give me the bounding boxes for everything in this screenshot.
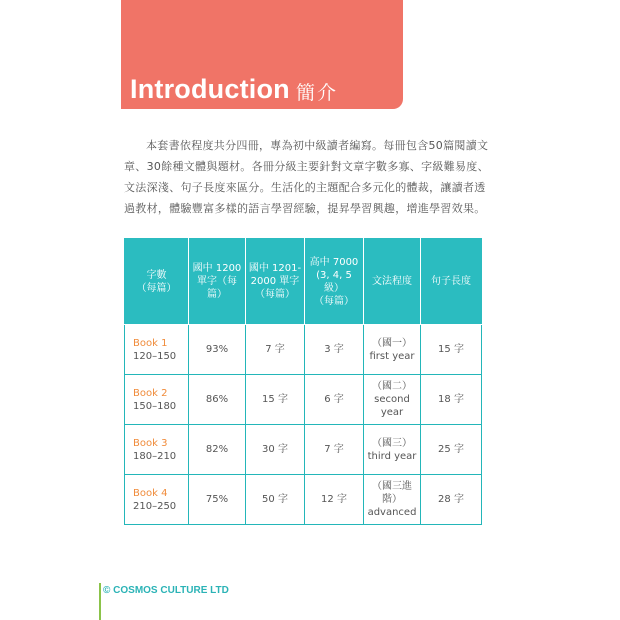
book-range: 120–150 bbox=[133, 350, 177, 362]
pct-cell: 82% bbox=[189, 425, 246, 475]
words-2000-cell: 15 字 bbox=[246, 375, 305, 425]
book-range: 150–180 bbox=[133, 400, 177, 412]
page-subtitle: 簡介 bbox=[296, 82, 339, 104]
header-grammar: 文法程度 bbox=[364, 239, 421, 325]
words-7000-cell: 7 字 bbox=[305, 425, 364, 475]
book-name: Book 4 bbox=[133, 487, 168, 499]
words-7000-cell: 12 字 bbox=[305, 475, 364, 525]
sentence-cell: 28 字 bbox=[421, 475, 482, 525]
table-header-row bbox=[125, 239, 482, 325]
sentence-cell: 18 字 bbox=[421, 375, 482, 425]
words-2000-cell: 30 字 bbox=[246, 425, 305, 475]
table-row bbox=[125, 375, 482, 425]
words-2000-cell: 50 字 bbox=[246, 475, 305, 525]
book-cell bbox=[125, 325, 189, 375]
sentence-cell: 25 字 bbox=[421, 425, 482, 475]
grammar-cell: （國二） second year bbox=[364, 375, 421, 425]
book-range: 210–250 bbox=[133, 500, 177, 512]
intro-paragraph: 本套書依程度共分四冊，專為初中級讀者編寫。每冊包含50篇閱讀文章、30餘種文體與題材。各冊分級主要針對文章字數多寡、字級難易度、文法深淺、句子長度來區分。生活化的主題配合多元化的體裁，讓讀者透過教材，體驗豐富多樣的語言學習經驗，提昇學習興趣，增進學習效果。 bbox=[124, 139, 489, 215]
table-row bbox=[125, 475, 482, 525]
book-cell bbox=[125, 475, 189, 525]
level-table bbox=[124, 238, 482, 525]
publisher-brand: © COSMOS CULTURE LTD bbox=[103, 585, 229, 596]
header-banner bbox=[121, 0, 403, 109]
grammar-cell: （國三） third year bbox=[364, 425, 421, 475]
header-words-1200: 國中 1200 單字（每篇） bbox=[189, 239, 246, 325]
pct-cell: 86% bbox=[189, 375, 246, 425]
words-7000-cell: 3 字 bbox=[305, 325, 364, 375]
header-sentence: 句子長度 bbox=[421, 239, 482, 325]
brand-accent-bar bbox=[99, 583, 101, 620]
sentence-cell: 15 字 bbox=[421, 325, 482, 375]
table-row bbox=[125, 425, 482, 475]
book-name: Book 1 bbox=[133, 337, 168, 349]
header-words-7000: 高中 7000 (3, 4, 5 級） （每篇） bbox=[305, 239, 364, 325]
book-cell bbox=[125, 375, 189, 425]
grammar-cell: （國三進階） advanced bbox=[364, 475, 421, 525]
pct-cell: 75% bbox=[189, 475, 246, 525]
header-word-count: 字數 （每篇） bbox=[125, 239, 189, 325]
page-title: Introduction bbox=[130, 74, 290, 104]
words-7000-cell: 6 字 bbox=[305, 375, 364, 425]
grammar-cell: （國一） first year bbox=[364, 325, 421, 375]
pct-cell: 93% bbox=[189, 325, 246, 375]
table-row bbox=[125, 325, 482, 375]
header-words-2000: 國中 1201- 2000 單字 （每篇） bbox=[246, 239, 305, 325]
words-2000-cell: 7 字 bbox=[246, 325, 305, 375]
book-name: Book 3 bbox=[133, 437, 168, 449]
book-name: Book 2 bbox=[133, 387, 168, 399]
book-range: 180–210 bbox=[133, 450, 177, 462]
book-cell bbox=[125, 425, 189, 475]
